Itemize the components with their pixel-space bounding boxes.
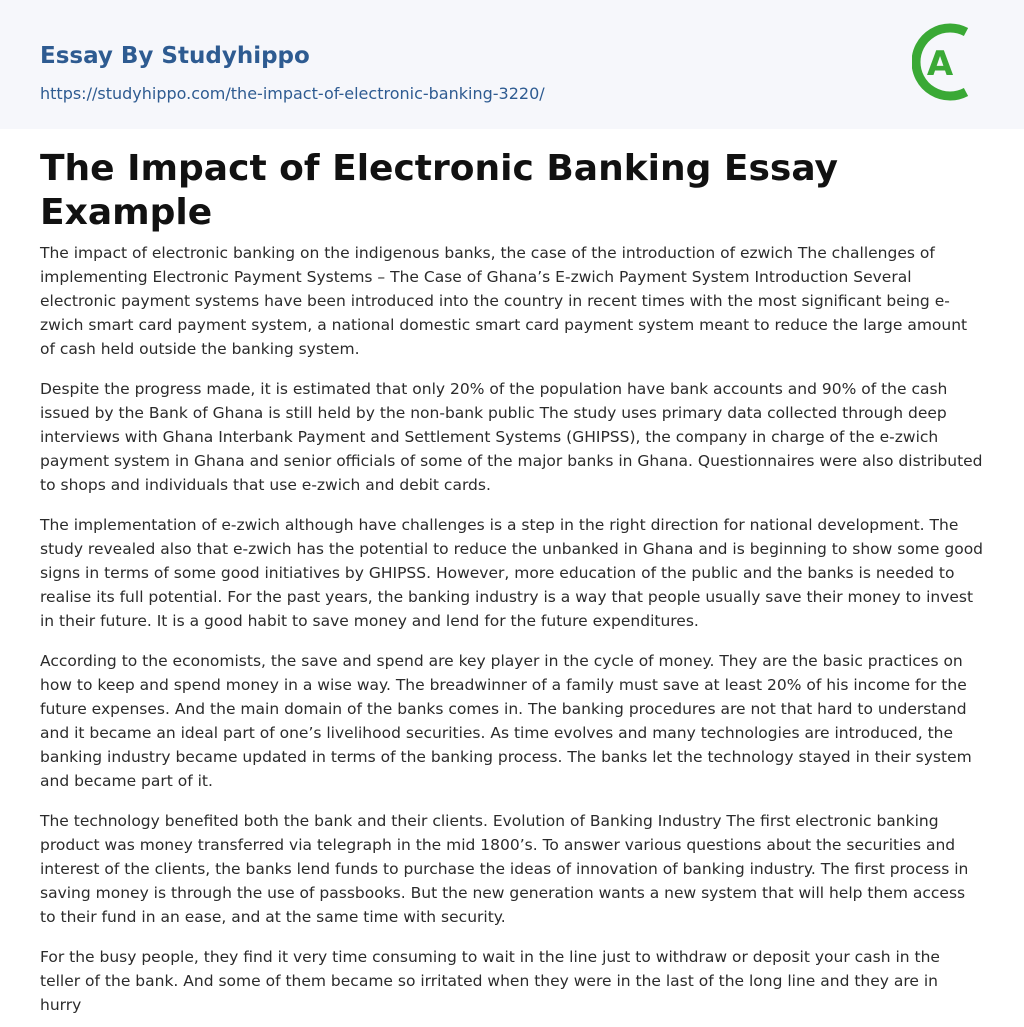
article-title: The Impact of Electronic Banking Essay Example (40, 148, 839, 233)
site-name[interactable]: Essay By Studyhippo (40, 43, 310, 69)
essay-url-link[interactable]: https://studyhippo.com/the-impact-of-electronic-banking-3220/ (40, 84, 545, 103)
article-paragraph: According to the economists, the save and spend are key player in the cycle of money. They are the basic practices on how to keep and spend money in a wise way. The breadwinner of a family must save at least 20% of his income for the future expenses. And the main domain of the banks comes in. The banking procedures are not that hard to understand and it became an ideal part of one’s livelihood securities. As time evolves and many technologies are introduced, the banking industry became updated in terms of the banking process. The banks let the technology stayed in their system and became part of it. (40, 652, 972, 790)
studyhippo-logo-icon[interactable] (912, 19, 986, 105)
article (0, 147, 1024, 1017)
article-paragraph: The impact of electronic banking on the indigenous banks, the case of the introduction of ezwich The challenges of implementing Electronic Payment Systems – The Case of Ghana’s E-zwich Payment System Introduction Several electronic payment systems have been introduced into the country in recent times with the most significant being e-zwich smart card payment system, a national domestic smart card payment system meant to reduce the large amount of cash held outside the banking system. (40, 244, 968, 358)
article-paragraph: The technology benefited both the bank and their clients. Evolution of Banking Industry The first electronic banking product was money transferred via telegraph in the mid 1800’s. To answer various questions about the securities and interest of the clients, the banks lend funds to purchase the ideas of innovation of banking industry. The first process in saving money is through the use of passbooks. But the new generation wants a new system that will help them access to their fund in an ease, and at the same time with security. (40, 812, 969, 926)
article-paragraph: The implementation of e-zwich although have challenges is a step in the right direction for national development. The study revealed also that e-zwich has the potential to reduce the unbanked in Ghana and is beginning to show some good signs in terms of some good initiatives by GHIPSS. However, more education of the public and the banks is needed to realise its full potential. For the past years, the banking industry is a way that people usually save their money to invest in their future. It is a good habit to save money and lend for the future expenditures. (40, 516, 984, 630)
article-paragraph: For the busy people, they find it very time consuming to wait in the line just to withdraw or deposit your cash in the teller of the bank. And some of them became so irritated when they were in the last of the long line and they are in hurry (40, 948, 940, 1014)
site-header (0, 0, 1024, 129)
logo-letter: A (926, 44, 954, 84)
article-paragraph: Despite the progress made, it is estimated that only 20% of the population have bank accounts and 90% of the cash issued by the Bank of Ghana is still held by the non-bank public The study uses primary data collected through deep interviews with Ghana Interbank Payment and Settlement Systems (GHIPSS), the company in charge of the e-zwich payment system in Ghana and senior officials of some of the major banks in Ghana. Questionnaires were also distributed to shops and individuals that use e-zwich and debit cards. (40, 380, 983, 494)
